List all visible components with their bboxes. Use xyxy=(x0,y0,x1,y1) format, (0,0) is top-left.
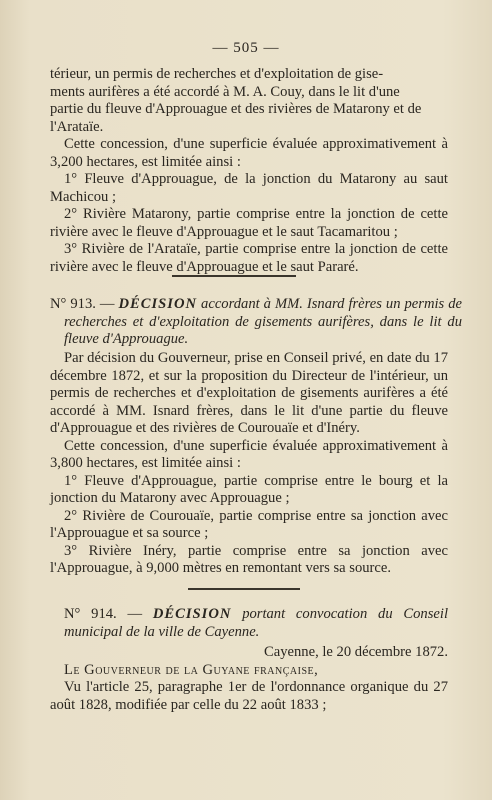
paragraph: Par décision du Gouverneur, prise en Conseil privé, en date du 17 décembre 1872, et sur la proposition du Directeur de l'intérieur, un permis de recherches et d'exploitation de gisements aurifères a été accordé à MM. Isnard frères, dans le lit d'une partie du fleuve d'Approuague et des rivières de Courouaïe et d'Inéry. xyxy=(50,350,448,436)
list-item: 2° Rivière de Courouaïe, partie comprise entre sa jonction avec l'Approuague et sa source ; xyxy=(50,507,448,541)
dateline: Cayenne, le 20 décembre 1872. xyxy=(264,644,448,660)
decision-title: accordant à MM. Isnard frères un permis de recherches et d'exploitation de gisements aurifères, dans le lit du fleuve d'Approuague. xyxy=(64,296,462,347)
section-divider xyxy=(188,588,300,590)
list-item: 3° Rivière de l'Arataïe, partie comprise entre la jonction de cette rivière avec le fleuve d'Approuague et le saut Pararé. xyxy=(50,241,448,275)
list-item: 1° Fleuve d'Approuague, partie comprise entre le bourg et la jonction du Matarony avec Approuague ; xyxy=(50,472,448,506)
decision-title: portant convocation du Conseil municipal de la ville de Cayenne. xyxy=(64,606,448,640)
paragraph: Cette concession, d'une superficie évaluée approximativement à 3,200 hectares, est limitée ainsi : xyxy=(50,136,448,170)
section-2-body xyxy=(50,350,448,578)
list-item: 1° Fleuve d'Approuague, de la jonction du Matarony au saut Machicou ; xyxy=(50,171,448,205)
decision-heading-913 xyxy=(50,296,462,349)
decision-number: N° 914. — xyxy=(64,606,143,622)
section-1 xyxy=(50,66,448,276)
paragraph-line: ments aurifères a été accordé à M. A. Couy, dans le lit d'une xyxy=(50,83,400,100)
section-divider xyxy=(172,275,296,277)
paragraph: Vu l'article 25, paragraphe 1er de l'ordonnance organique du 27 août 1828, modifiée par celle du 22 août 1833 ; xyxy=(50,679,448,713)
list-item: 3° Rivière Inéry, partie comprise entre sa jonction avec l'Approuague, à 9,000 mètres en remontant vers sa source. xyxy=(50,542,448,576)
governor-line: Le Gouverneur de la Guyane française, xyxy=(64,661,319,678)
decision-keyword: DÉCISION xyxy=(152,606,232,622)
page-number: — 505 — xyxy=(212,40,280,56)
paragraph-line: térieur, un permis de recherches et d'exploitation de gise- xyxy=(50,66,384,82)
list-item: 2° Rivière Matarony, partie comprise entre la jonction de cette rivière avec le fleuve d'Approuague et le saut Tacamaritou ; xyxy=(50,206,448,240)
paragraph-line: partie du fleuve d'Approuague et des rivières de Matarony et de xyxy=(50,101,422,117)
paragraph: Cette concession, d'une superficie évaluée approximativement à 3,800 hectares, est limitée ainsi : xyxy=(50,437,448,471)
decision-number: N° 913. — xyxy=(50,296,115,312)
decision-heading-914 xyxy=(64,606,448,641)
decision-keyword: DÉCISION xyxy=(118,296,198,312)
section-3-body xyxy=(50,644,448,714)
paragraph-line: l'Arataïe. xyxy=(50,118,104,135)
